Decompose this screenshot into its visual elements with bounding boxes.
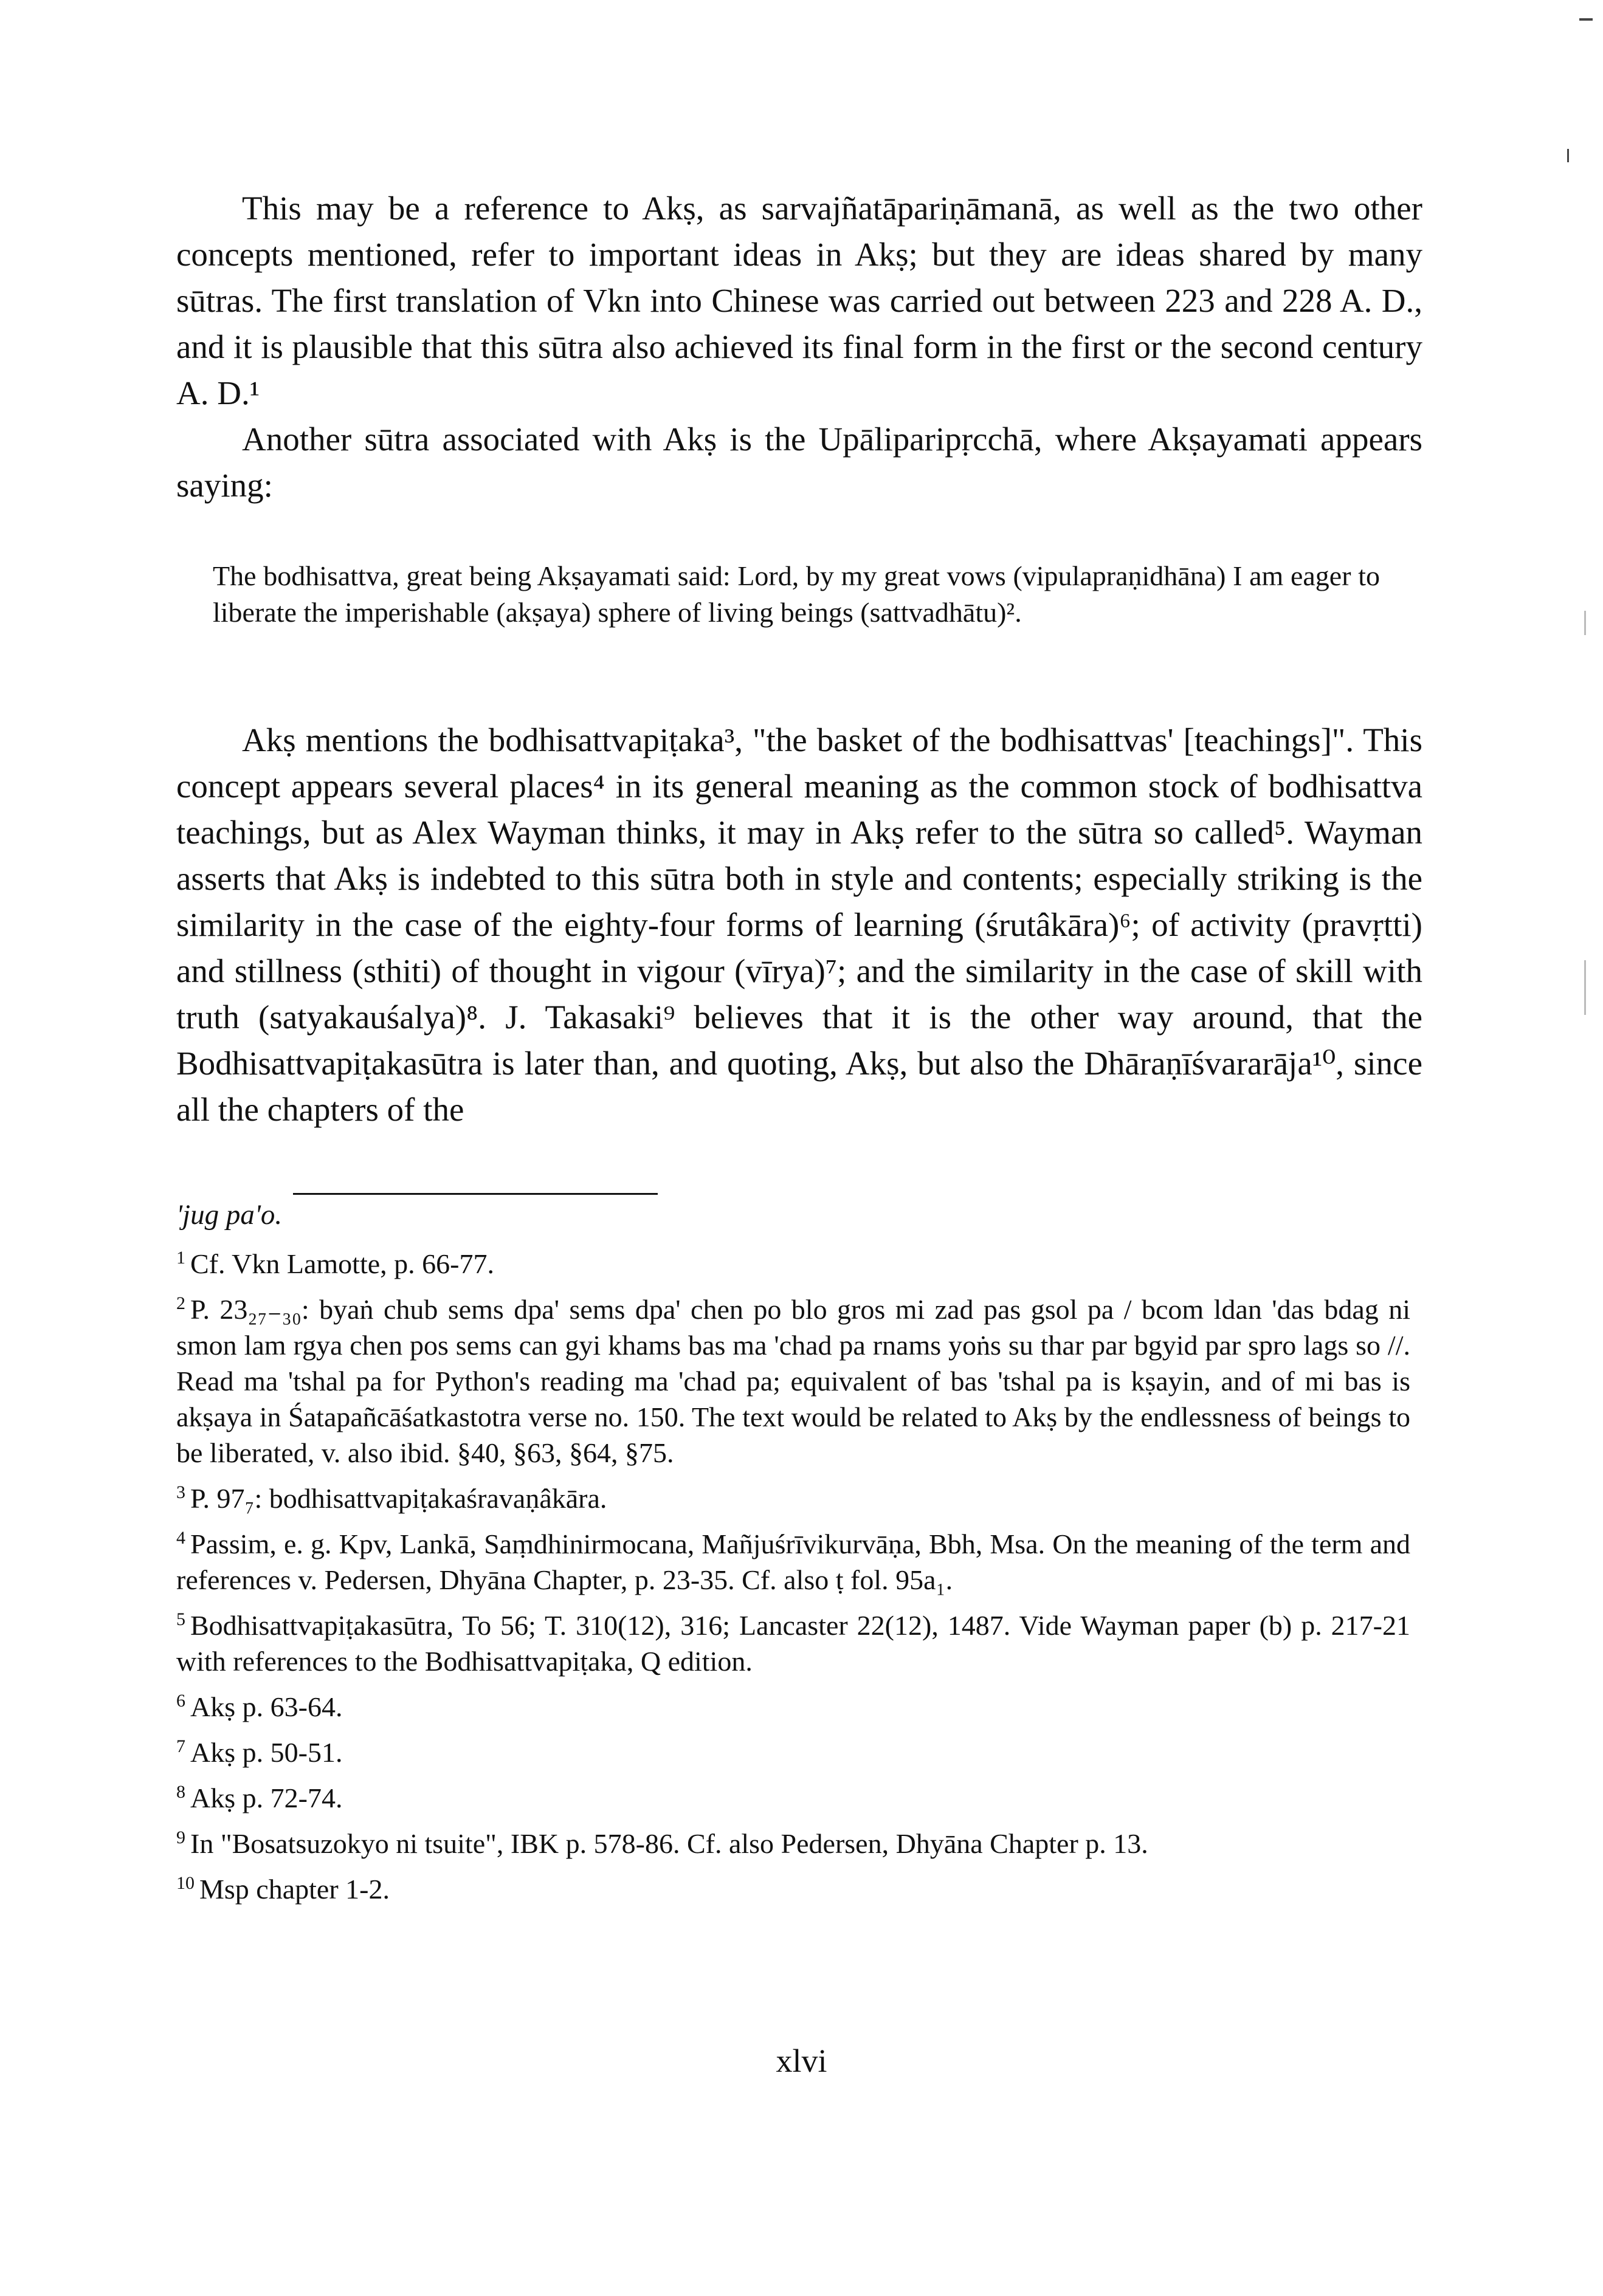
footnote-text: In "Bosatsuzokyo ni tsuite", IBK p. 578-86. Cf. also Pedersen, Dhyāna Chapter p. 13. [190, 1828, 1148, 1859]
paragraph-text: Another sūtra associated with Akṣ is the Upāliparipṛcchā, where Akṣayamati appears saying: [176, 421, 1422, 504]
footnote-number: 8 [176, 1781, 185, 1802]
footnote-number: 5 [176, 1609, 185, 1629]
continued-fragment: 'jug pa'o. [176, 1199, 283, 1231]
footnote [176, 1734, 1410, 1770]
body-paragraph-1 [176, 185, 1422, 416]
footnote-separator-rule [293, 1193, 658, 1195]
footnote [176, 1291, 1410, 1471]
footnote-text: Akṣ p. 72-74. [190, 1782, 343, 1813]
body-paragraph-2 [176, 416, 1422, 509]
scan-mark [1584, 960, 1586, 1015]
footnote-text: Akṣ p. 50-51. [190, 1737, 343, 1768]
page-number: xlvi [776, 2043, 827, 2079]
footnotes [176, 1246, 1410, 1917]
footnote [176, 1246, 1410, 1282]
footnote-number: 2 [176, 1293, 185, 1313]
block-quote: The bodhisattva, great being Akṣayamati said: Lord, by my great vows (vipulapraṇidhāna) I am eager to liberate the imperishable (akṣaya) sphere of living beings (sattvadhātu)². [213, 560, 1380, 628]
scan-mark [1584, 611, 1586, 635]
footnote [176, 1871, 1410, 1907]
footnote [176, 1780, 1410, 1816]
footnote [176, 1607, 1410, 1679]
footnote [176, 1826, 1410, 1861]
footnote-text: P. 23₂₇₋₃₀: byaṅ chub sems dpa' sems dpa' chen po blo gros mi zad pas gsol pa / bcom ldan 'das bdag ni smon lam rgya chen pos sems can gyi khams bas ma 'chad pa rnams yoṅs su thar par bgyid par spro lags so //. Read ma 'tshal pa for Python's reading ma 'chad pa; equivalent of bas 'tshal pa is kṣayin, and of mi bas is akṣaya in Śatapañcāśatkastotra verse no. 150. The text would be related to Akṣ by the endlessness of beings to be liberated, v. also ibid. §40, §63, §64, §75. [176, 1294, 1410, 1468]
footnote [176, 1526, 1410, 1598]
footnote-number: 6 [176, 1690, 185, 1711]
footnote-text: P. 97₇: bodhisattvapiṭakaśravaṇâkāra. [190, 1483, 607, 1514]
scan-mark [1579, 18, 1593, 21]
footnote-number: 3 [176, 1482, 185, 1502]
footnote-number: 1 [176, 1247, 185, 1268]
footnote-text: Akṣ p. 63-64. [190, 1691, 343, 1722]
footnote-text: Cf. Vkn Lamotte, p. 66-77. [190, 1248, 494, 1279]
footnote-number: 7 [176, 1736, 185, 1756]
paragraph-text: This may be a reference to Akṣ, as sarvajñatāpariṇāmanā, as well as the two other concepts mentioned, refer to important ideas in Akṣ; but they are ideas shared by many sūtras. The first translation of Vkn into Chinese was carried out between 223 and 228 A. D., and it is plausible that this sūtra also achieved its final form in the first or the second century A. D.¹ [176, 190, 1422, 411]
footnote [176, 1480, 1410, 1516]
paragraph-text: Akṣ mentions the bodhisattvapiṭaka³, "the basket of the bodhisattvas' [teachings]". This concept appears several places⁴ in its general meaning as the common stock of bodhisattva teachings, but as Alex Wayman thinks, it may in Akṣ refer to the sūtra so called⁵. Wayman asserts that Akṣ is indebted to this sūtra both in style and contents; especially striking is the similarity in the case of the eighty-four forms of learning (śrutâkāra)⁶; of activity (pravṛtti) and stillness (sthiti) of thought in vigour (vīrya)⁷; and the similarity in the case of skill with truth (satyakauśalya)⁸. J. Takasaki⁹ believes that it is the other way around, that the Bodhisattvapiṭakasūtra is later than, and quoting, Akṣ, but also the Dhāraṇīśvararāja¹⁰, since all the chapters of the [176, 721, 1422, 1128]
footnote-text: Bodhisattvapiṭakasūtra, To 56; T. 310(12), 316; Lancaster 22(12), 1487. Vide Wayman paper (b) p. 217-21 with references to the Bodhisattvapiṭaka, Q edition. [176, 1610, 1410, 1677]
scan-mark [1567, 149, 1569, 162]
footnote [176, 1689, 1410, 1725]
footnote-number: 9 [176, 1827, 185, 1847]
footnote-number: 10 [176, 1872, 195, 1893]
footnote-number: 4 [176, 1527, 185, 1548]
body-paragraph-3 [176, 717, 1422, 1133]
footnote-text: Msp chapter 1-2. [199, 1874, 390, 1905]
footnote-text: Passim, e. g. Kpv, Lankā, Saṃdhinirmocana, Mañjuśrīvikurvāṇa, Bbh, Msa. On the meaning of the term and references v. Pedersen, Dhyāna Chapter, p. 23-35. Cf. also ṭ fol. 95a₁. [176, 1528, 1410, 1595]
